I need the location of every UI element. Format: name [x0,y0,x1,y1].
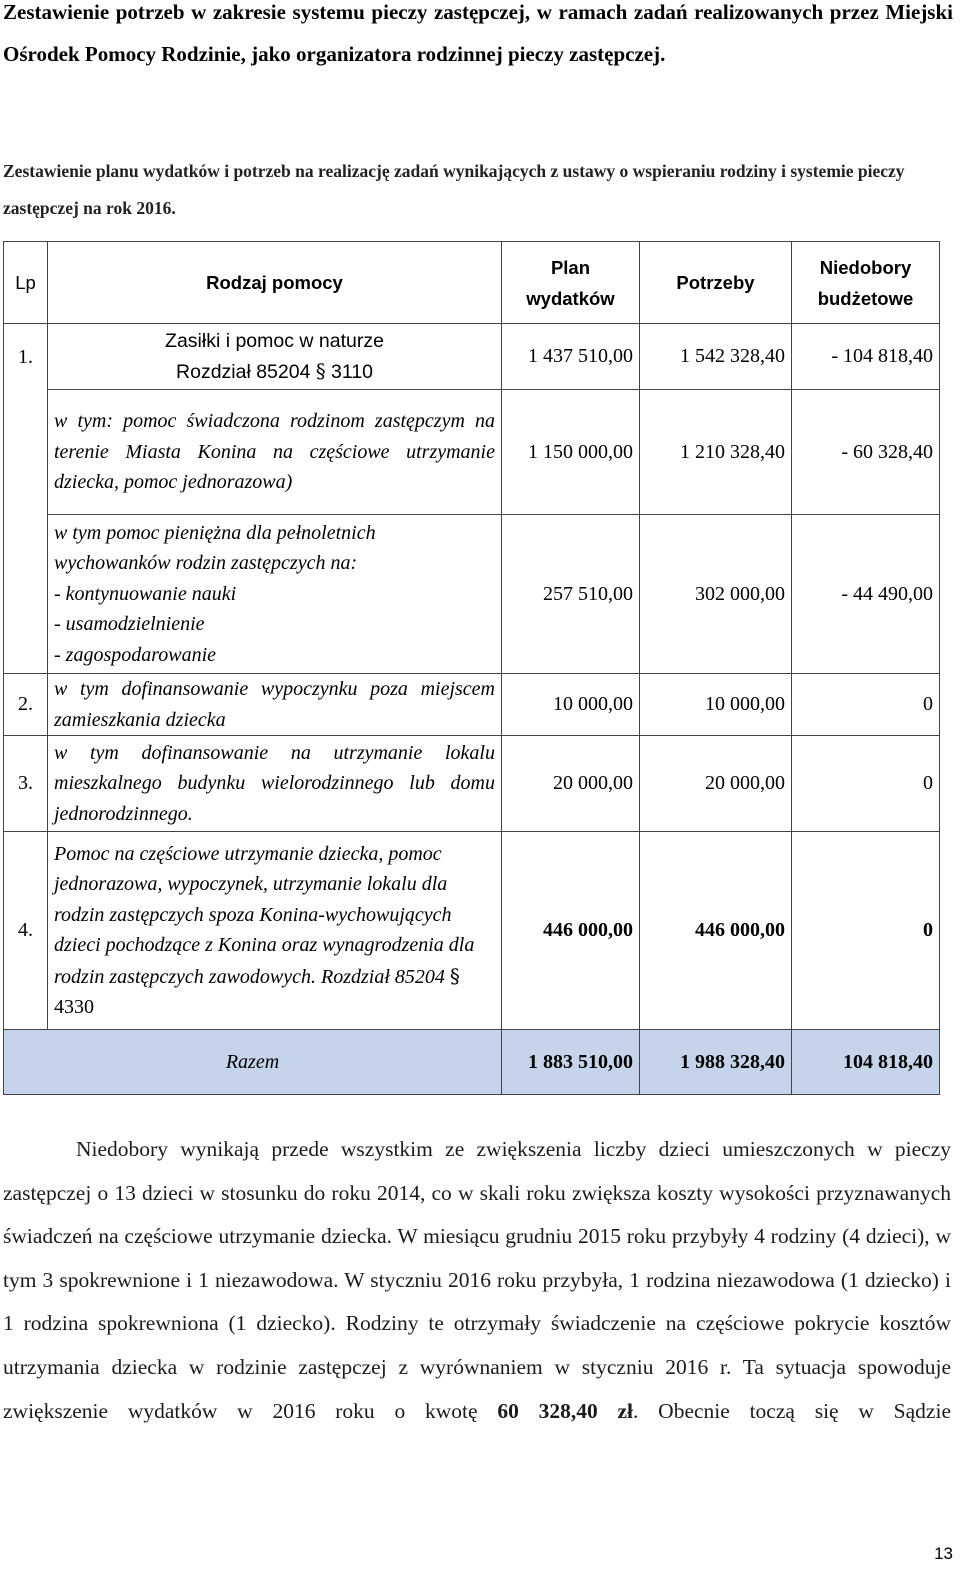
row-lp: 1. [4,324,48,390]
row-description-line: - zagospodarowanie [54,643,217,666]
header-deficit-line2: budżetowe [817,287,914,309]
table-row [4,515,940,674]
needs-value: 302 000,00 [640,515,792,674]
total-plan-value: 1 883 510,00 [502,1030,640,1095]
section-sign: § [449,963,460,988]
paragraph-text-end: . Obecnie toczą się w Sądzie [633,1398,951,1423]
row-description-line: - usamodzielnienie [54,613,205,636]
total-row [4,1030,940,1095]
deficit-value: 0 [792,736,940,832]
row-lp [4,515,48,674]
plan-value: 1 437 510,00 [502,324,640,390]
row-lp: 2. [4,674,48,736]
paragraph-text: Niedobory wynikają przede wszystkim ze zwiększenia liczby dzieci umieszczonych w pieczy zastępczej o 13 dzieci w stosunku do roku 2014, co w skali roku zwiększa koszty wysokości przyznawanych świadczeń na częściowe utrzymanie dziecka. W miesiącu grudniu 2015 roku przybyły 4 rodziny (4 dzieci), w tym 3 spokrewnione i 1 niezawodowa. W styczniu 2016 roku przybyła, 1 rodzina niezawodowa (1 dziecko) i 1 rodzina spokrewniona (1 dziecko). Rodziny te otrzymały świadczenie na częściowe pokrycie kosztów utrzymania dziecka w rodzinie zastępczej z wyrównaniem w styczniu 2016 r. Ta sytuacja spowoduje zwiększenie wydatków w 2016 roku o kwotę [3,1137,951,1423]
header-lp: Lp [4,242,48,324]
total-label: Razem [4,1030,502,1095]
header-deficit [792,242,940,324]
needs-value: 10 000,00 [640,674,792,736]
table-row [4,324,940,390]
table-row [4,736,940,832]
total-deficit-value: 104 818,40 [792,1030,940,1095]
table-row [4,832,940,1030]
table-row [4,390,940,515]
plan-value: 446 000,00 [502,832,640,1030]
needs-value: 446 000,00 [640,832,792,1030]
header-plan-line1: Plan [550,256,591,278]
row-description-line: - kontynuowanie nauki [54,582,237,605]
row-description-code: 4330 [54,996,94,1018]
row-description-line: w tym pomoc pieniężna dla pełnoletnich wychowanków rodzin zastępczych na: [54,521,376,575]
plan-value: 20 000,00 [502,736,640,832]
row-title [48,324,502,390]
deficit-value: - 44 490,00 [792,515,940,674]
row-title-code: 3110 [331,360,373,383]
row-lp: 3. [4,736,48,832]
paragraph-amount: 60 328,40 zł [497,1398,634,1423]
header-plan [502,242,640,324]
total-needs-value: 1 988 328,40 [640,1030,792,1095]
row-description: w tym: pomoc świadczona rodzinom zastępczym na terenie Miasta Konina na częściowe utrzymanie dziecka, pomoc jednorazowa) [48,390,502,515]
body-paragraph [3,1128,951,1433]
needs-value: 20 000,00 [640,736,792,832]
header-type: Rodzaj pomocy [48,242,502,324]
section-sign: § [315,359,326,383]
row-title-line2 [54,357,495,388]
page-number: 13 [934,1544,953,1563]
plan-value: 10 000,00 [502,674,640,736]
document-heading: Zestawienie potrzeb w zakresie systemu pieczy zastępczej, w ramach zadań realizowanych przez Miejski Ośrodek Pomocy Rodzinie, jako organizatora rodzinnej pieczy zastępczej. [3,0,953,66]
deficit-value: 0 [792,832,940,1030]
header-needs: Potrzeby [640,242,792,324]
needs-value: 1 210 328,40 [640,390,792,515]
header-deficit-line1: Niedobory [819,256,912,278]
table-caption: Zestawienie planu wydatków i potrzeb na realizację zadań wynikających z ustawy o wspieraniu rodziny i systemie pieczy zastępczej na rok 2016. [3,161,905,218]
row-description: w tym dofinansowanie na utrzymanie lokalu mieszkalnego budynku wielorodzinnego lub domu jednorodzinnego. [48,736,502,832]
deficit-value: - 60 328,40 [792,390,940,515]
row-description-text: Pomoc na częściowe utrzymanie dziecka, pomoc jednorazowa, wypoczynek, utrzymanie lokalu dla rodzin zastępczych spoza Konina-wychowujących dzieci pochodzące z Konina oraz wynagrodzenia dla rodzin zastępczych zawodowych. Rozdział 85204 [54,842,475,988]
deficit-value: - 104 818,40 [792,324,940,390]
row-lp [4,390,48,515]
needs-value: 1 542 328,40 [640,324,792,390]
row-lp: 4. [4,832,48,1030]
table-row [4,674,940,736]
row-description [48,832,502,1030]
row-title-line1: Zasiłki i pomoc w naturze [165,330,384,352]
table-header-row [4,242,940,324]
plan-value: 257 510,00 [502,515,640,674]
expense-plan-table [3,241,940,1095]
row-title-chapter: Rozdział 85204 [176,360,311,383]
header-plan-line2: wydatków [526,287,615,309]
row-description [48,515,502,674]
row-description: w tym dofinansowanie wypoczynku poza miejscem zamieszkania dziecka [48,674,502,736]
plan-value: 1 150 000,00 [502,390,640,515]
deficit-value: 0 [792,674,940,736]
